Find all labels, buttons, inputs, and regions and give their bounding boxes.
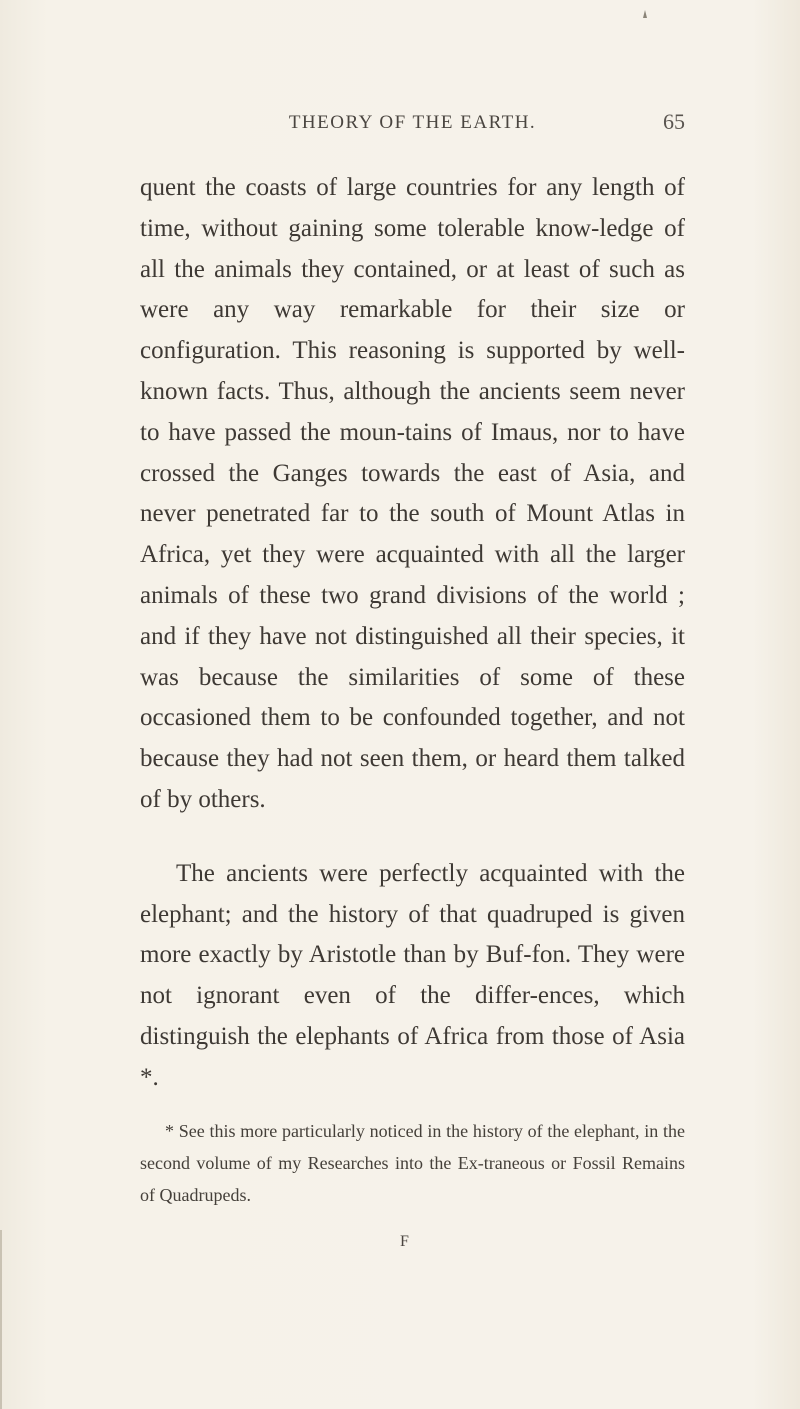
page-number: 65 <box>663 109 685 134</box>
paragraph: quent the coasts of large countries for any length of time, without gaining some tolerable know-ledge of all the animals they contained, or at least of such as were any way remarkable for their size or configuration. This reasoning is supported by well-known facts. Thus, although the ancients seem never to have passed the moun-tains of Imaus, nor to have crossed the Ganges towards the east of Asia, and never penetrated far to the south of Mount Atlas in Africa, yet they were acquainted with all the larger animals of these two grand divisions of the world ; and if they have not distinguished all their species, it was because the similarities of some of these occasioned them to be confounded together, and not because they had not seen them, or heard them talked of by others. <box>140 174 685 813</box>
signature-mark: F <box>400 1233 409 1250</box>
running-head: THEORY OF THE EARTH. <box>288 112 537 133</box>
body-text <box>140 168 685 1211</box>
paragraph: The ancients were perfectly acquainted with the elephant; and the history of that quadruped is given more exactly by Aristotle than by Buf-fon. They were not ignorant even of the differ-ences, which distinguish the elephants of Africa from those of Asia *. <box>140 859 685 1091</box>
binding-edge <box>0 1230 2 1409</box>
footnote: * See this more particularly noticed in the history of the elephant, in the second volume of my Researches into the Ex-traneous or Fossil Remains of Quadrupeds. <box>140 1120 685 1205</box>
page-header <box>140 109 685 146</box>
ink-mark <box>643 10 647 18</box>
